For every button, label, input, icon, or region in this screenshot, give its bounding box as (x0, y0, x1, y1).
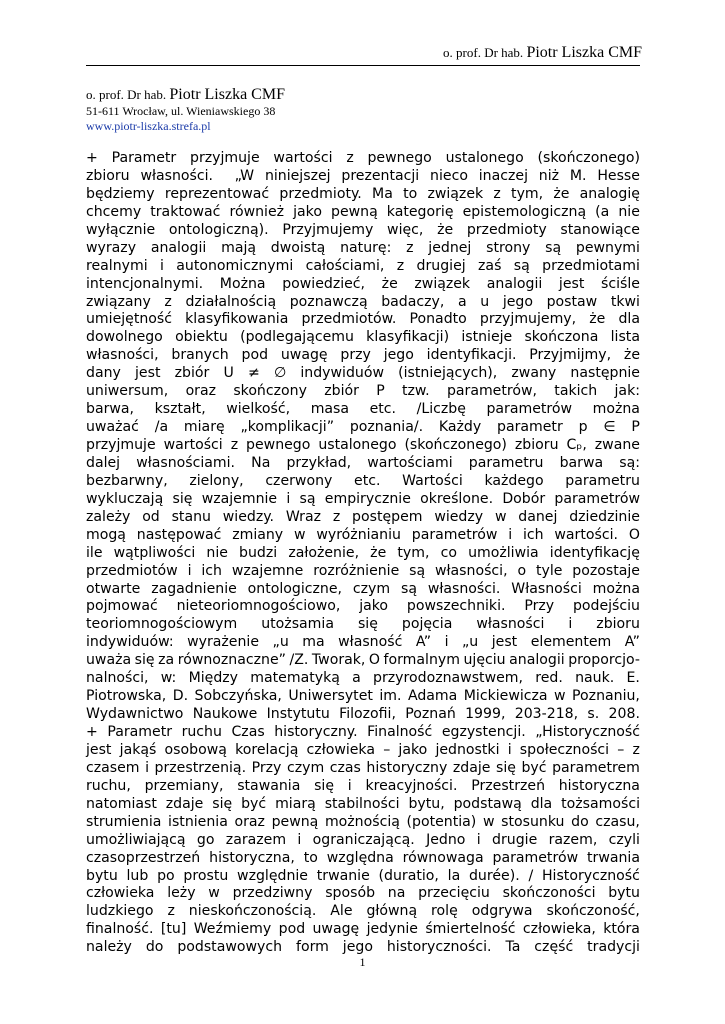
body-line: przyjmuje wartości z pewnego ustalonego (skończonego) zbioru Cₚ, zwane (86, 437, 640, 453)
body-line: nalności, w: Między matematyką a przyrodoznawstwem, red. nauk. E. (86, 670, 640, 687)
body-line: bytu lub po prostu względnie trwanie (duratio, la durée). / Historyczność (86, 867, 640, 884)
body-line: własności, branych pod uwagę przy jego identyfikacji. Przyjmijmy, że (86, 347, 640, 364)
body-line: otwarte zagadnienie ontologiczne, czym są własności. Własności można (86, 580, 640, 597)
body-line: wyłącznie ontologiczną). Przyjmujemy więc, że przedmioty stanowiące (86, 221, 640, 238)
running-head-name: Piotr Liszka CMF (526, 44, 642, 61)
body-line: dalej własnościami. Na przykład, wartościami parametru barwa są: (86, 454, 640, 471)
body-line: uważać /a miarę „komplikacji” poznania/. Każdy parametr p ∈ P (86, 419, 640, 436)
body-line: uniwersum, oraz skończony zbiór P tzw. parametrów, takich jak: (86, 383, 640, 400)
running-head (443, 44, 642, 62)
author-title-line (86, 87, 285, 102)
body-line: natomiast zdaje się być miarą stabilności bytu, podstawą dla tożsamości (86, 795, 640, 812)
body-line: ruchu, przemiany, stawania się i kreacyjności. Przestrzeń historyczna (86, 777, 640, 794)
body-line: zbioru własności. „W niniejszej prezentacji nieco inaczej niż M. Hesse (86, 167, 640, 184)
body-line: umiejętność klasyfikowania przedmiotów. Ponadto przyjmujemy, że dla (86, 311, 640, 328)
body-line: jest jakąś osobową korelacją człowieka – jako jednostki i społeczności – z (86, 741, 640, 758)
running-head-prefix: o. prof. Dr hab. (443, 45, 524, 60)
page-number: 1 (359, 955, 366, 969)
body-line: barwa, kształt, wielkość, masa etc. /Liczbę parametrów można (86, 401, 640, 418)
body-line: człowieka leży w przedziwny sposób na przecięciu skończoności bytu (86, 885, 640, 902)
body-line: mogą następować zmiany w wyróżnianiu parametrów i ich wartości. O (86, 526, 640, 543)
body-line: dany jest zbiór U ≠ ∅ indywiduów (istniejących), zwany następnie (86, 365, 640, 382)
body-line: teoriomnogościowym utożsamia się pojęcia własności i zbioru (86, 616, 640, 633)
body-line: Wydawnictwo Naukowe Instytutu Filozofii, Poznań 1999, 203-218, s. 208. (86, 706, 640, 723)
body-line: ludzkiego z nieskończonością. Ale główną rolę odgrywa skończoność, (86, 903, 640, 920)
body-line: związany z działalnością poznawczą badaczy, a u jego postaw tkwi (86, 293, 640, 310)
body-line: Piotrowska, D. Sobczyńska, Uniwersytet im. Adama Mickiewicza w Poznaniu, (86, 688, 640, 705)
body-line: + Parametr przyjmuje wartości z pewnego ustalonego (skończonego) (86, 150, 640, 166)
author-website-link[interactable]: www.piotr-liszka.strefa.pl (86, 119, 211, 133)
body-line: uważa się za równoznaczne” /Z. Tworak, O formalnym ujęciu analogii proporcjo- (86, 652, 640, 669)
author-address: 51-611 Wrocław, ul. Wieniawskiego 38 (86, 104, 276, 118)
body-text (86, 150, 640, 957)
body-line: czasem i przestrzenią. Przy czym czas historyczny zdaje się być parametrem (86, 759, 640, 776)
body-line: indywiduów: wyrażenie „u ma własność A” i „u jest elementem A” (86, 634, 640, 651)
body-line: umożliwiającą go zarazem i ograniczającą. Jedno i drugie razem, czyli (86, 831, 640, 848)
body-line: przedmiotów i ich wzajemne rozróżnienie są własności, o tyle pozostaje (86, 562, 640, 579)
author-block (86, 87, 285, 134)
body-line: realnymi i autonomicznymi całościami, z drugiej zaś są przedmiotami (86, 257, 640, 274)
body-line: ile wątpliwości nie budzi założenie, że tym, co umożliwia identyfikację (86, 544, 640, 561)
body-line: zależy od stanu wiedzy. Wraz z postępem wiedzy w danej dziedzinie (86, 508, 640, 525)
body-line: wyrazy analogii mają dwoistą naturę: z jednej strony są pewnymi (86, 239, 640, 256)
body-line: pojmować nieteoriomnogościowo, jako powszechniki. Przy podejściu (86, 598, 640, 615)
body-line: + Parametr ruchu Czas historyczny. Finalność egzystencji. „Historyczność (86, 724, 640, 740)
body-line: czasoprzestrzeń historyczna, to względna równowaga parametrów trwania (86, 849, 640, 866)
body-line: finalność. [tu] Weźmiemy pod uwagę jedynie śmiertelność człowieka, która (86, 921, 640, 938)
header-rule (86, 65, 640, 66)
author-name: Piotr Liszka CMF (169, 86, 285, 103)
body-line: intencjonalnymi. Można powiedzieć, że związek analogii jest ściśle (86, 275, 640, 292)
body-line: bezbarwny, zielony, czerwony etc. Wartości każdego parametru (86, 472, 640, 489)
body-line: należy do podstawowych form jego historyczności. Ta część tradycji (86, 939, 640, 956)
body-line: strumienia istnienia oraz pewną możnością (potentia) w stosunku do czasu, (86, 813, 640, 830)
body-line: będziemy reprezentować przedmioty. Ma to związek z tym, że analogię (86, 185, 640, 202)
author-prefix: o. prof. Dr hab. (86, 87, 167, 102)
body-line: dowolnego obiektu (podlegającemu klasyfikacji) istnieje skończona lista (86, 329, 640, 346)
body-line: wykluczają się wzajemnie i są empirycznie określone. Dobór parametrów (86, 490, 640, 507)
body-line: chcemy traktować również jako pewną kategorię epistemologiczną (a nie (86, 203, 640, 220)
